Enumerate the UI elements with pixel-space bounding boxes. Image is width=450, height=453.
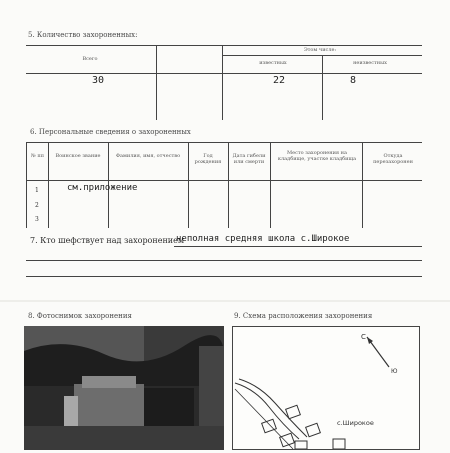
table5-header-rule bbox=[26, 73, 422, 74]
scheme-drawing bbox=[233, 327, 419, 449]
section6-title: 6. Персональные сведения о захороненных bbox=[30, 128, 191, 136]
grave-photo-image bbox=[24, 326, 224, 450]
table6-col-sep-4 bbox=[228, 142, 229, 228]
village-label: с.Широкое bbox=[337, 419, 374, 427]
grave-photo bbox=[24, 326, 224, 450]
table6-col-sep-1 bbox=[48, 142, 49, 228]
section7-rule-3 bbox=[26, 276, 422, 277]
col-from-header: Откуда перезахоронен bbox=[373, 153, 413, 165]
section9-title: 9. Схема расположения захоронения bbox=[234, 312, 373, 320]
unknown-value: 8 bbox=[350, 75, 357, 86]
known-value: 22 bbox=[273, 75, 286, 86]
table5-col-sep-3 bbox=[322, 55, 323, 120]
table6-col-sep-5 bbox=[270, 142, 271, 228]
col-birth-header: Год рождения bbox=[194, 153, 222, 165]
col-num-header: № пп bbox=[31, 153, 44, 159]
col-death-header: Дата гибели или смерти bbox=[232, 153, 266, 165]
page-fold bbox=[0, 300, 450, 302]
col-rank-header: Воинское звание bbox=[55, 153, 101, 159]
section5-title: 5. Количество захороненных: bbox=[28, 31, 138, 39]
section8-title: 8. Фотоснимок захоронения bbox=[28, 312, 132, 320]
south-label: Ю bbox=[391, 368, 398, 375]
col-place-header: Место захоронения на кладбище, участке кладбища bbox=[277, 150, 357, 162]
row-num-1: 1 bbox=[35, 187, 39, 194]
total-value: 30 bbox=[92, 75, 105, 86]
row-num-3: 3 bbox=[35, 216, 39, 223]
north-label: С bbox=[361, 333, 366, 341]
table5-col-sep-1 bbox=[156, 45, 157, 120]
row1-entry: см.приложение bbox=[67, 183, 138, 193]
table5-top-rule bbox=[26, 45, 422, 46]
unknown-header: неизвестных bbox=[353, 60, 387, 66]
row-num-2: 2 bbox=[35, 202, 39, 209]
section7-label: 7. Кто шефствует над захоронением bbox=[30, 236, 185, 245]
including-header: Этом числе: bbox=[303, 47, 337, 53]
table6-col-sep-6 bbox=[362, 142, 363, 228]
section7-value: неполная средняя школа с.Широкое bbox=[176, 234, 350, 244]
col-name-header: Фамилия, имя, отчество bbox=[115, 153, 181, 159]
section7-underline bbox=[174, 246, 422, 247]
table5-col-sep-2 bbox=[222, 45, 223, 120]
section7-rule-2 bbox=[26, 260, 422, 261]
table6-col-sep-3 bbox=[188, 142, 189, 228]
total-header: Всего bbox=[82, 56, 98, 62]
known-header: известных bbox=[259, 60, 287, 66]
location-scheme bbox=[232, 326, 420, 450]
